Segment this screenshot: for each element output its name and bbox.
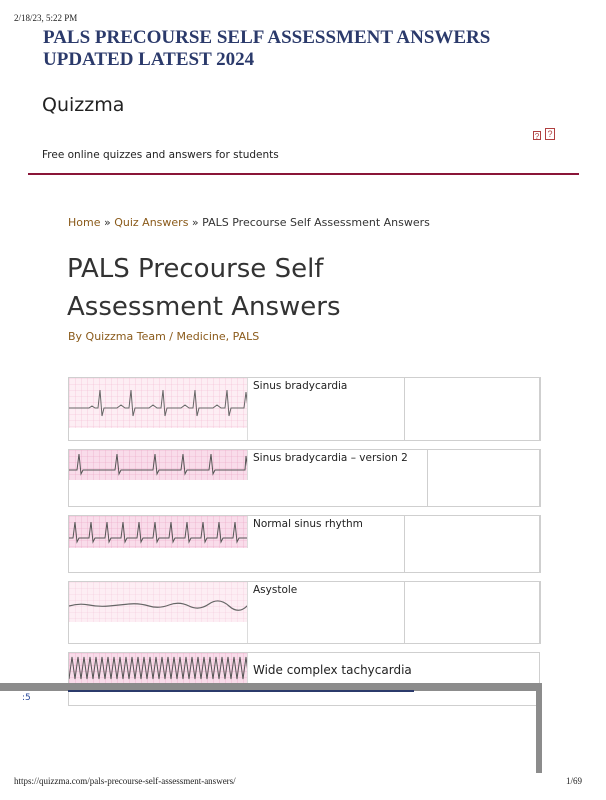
site-name[interactable]: Quizzma bbox=[42, 94, 125, 116]
header-icons bbox=[533, 128, 555, 140]
ecg-strip-icon bbox=[69, 516, 248, 548]
page-number: 1/69 bbox=[565, 776, 582, 786]
answer-box bbox=[404, 515, 541, 573]
breadcrumb-home-link[interactable]: Home bbox=[68, 216, 101, 229]
breadcrumb-current: PALS Precourse Self Assessment Answers bbox=[202, 216, 430, 229]
document-title: PALS PRECOURSE SELF ASSESSMENT ANSWERS UPDATED LATEST 2024 bbox=[43, 27, 491, 70]
broken-image-icon[interactable]: ? bbox=[534, 132, 540, 141]
header-divider bbox=[28, 173, 579, 175]
rhythm-label: Wide complex tachycardia bbox=[253, 663, 412, 677]
page-title: PALS Precourse Self Assessment Answers bbox=[67, 254, 341, 322]
rhythm-row-normal-sinus-rhythm bbox=[68, 515, 540, 573]
breadcrumb-quiz-answers-link[interactable]: Quiz Answers bbox=[114, 216, 189, 229]
broken-image-icon[interactable]: ? bbox=[545, 128, 555, 140]
breadcrumb-separator: » bbox=[100, 216, 115, 229]
print-date: 2/18/23, 5:22 PM bbox=[14, 13, 78, 23]
rhythm-row-sinus-bradycardia bbox=[68, 377, 540, 441]
rhythm-label: Normal sinus rhythm bbox=[253, 518, 363, 530]
content-underline bbox=[68, 690, 414, 692]
ecg-strip-icon bbox=[69, 582, 248, 643]
vertical-scrollbar[interactable] bbox=[536, 683, 542, 773]
answer-box bbox=[404, 377, 541, 441]
rhythm-label: Asystole bbox=[253, 584, 298, 596]
ecg-strip-icon bbox=[69, 450, 248, 480]
rhythm-row-sinus-bradycardia-v2 bbox=[68, 449, 540, 507]
rhythm-row-asystole bbox=[68, 581, 540, 644]
ecg-strip-icon bbox=[69, 378, 248, 440]
rhythm-label: Sinus bradycardia bbox=[253, 380, 348, 392]
answer-box bbox=[427, 449, 541, 507]
rhythm-row-wide-complex-tachycardia bbox=[68, 652, 540, 706]
site-tagline: Free online quizzes and answers for students bbox=[42, 149, 279, 161]
article-byline[interactable]: By Quizzma Team / Medicine, PALS bbox=[68, 330, 260, 343]
answer-box bbox=[404, 581, 541, 644]
breadcrumb bbox=[68, 216, 430, 229]
footer-url: https://quizzma.com/pals-precourse-self-assessment-answers/ bbox=[14, 776, 236, 786]
truncated-link[interactable]: :5 bbox=[22, 693, 31, 703]
ecg-strip-icon bbox=[69, 653, 248, 685]
breadcrumb-separator: » bbox=[188, 216, 203, 229]
rhythm-label: Sinus bradycardia – version 2 bbox=[253, 452, 408, 464]
